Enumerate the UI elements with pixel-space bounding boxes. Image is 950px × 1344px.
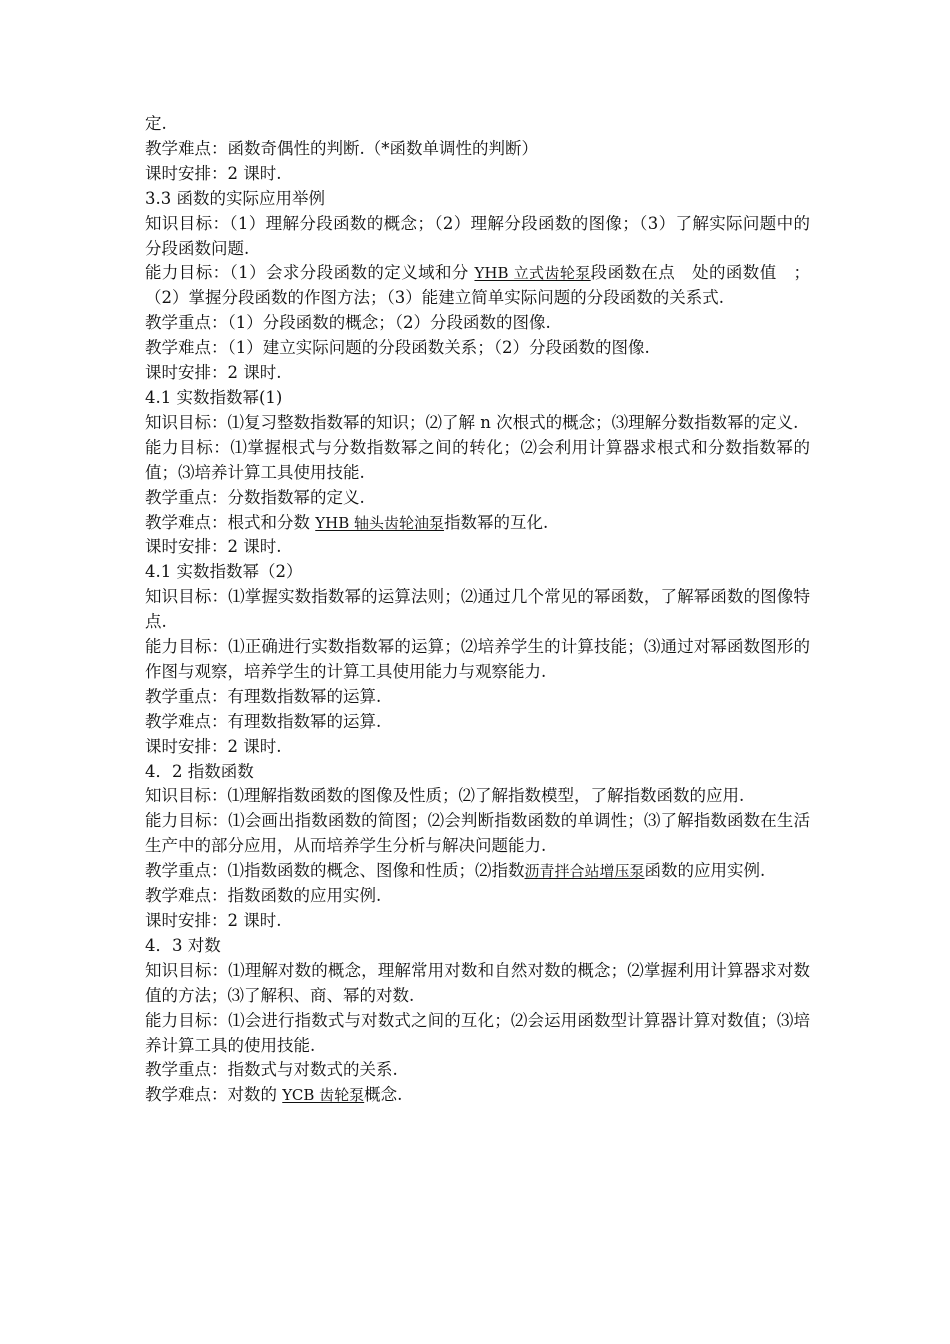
paragraph	[145, 187, 810, 212]
paragraph	[145, 1009, 810, 1059]
text-run: 能力目标：⑴会画出指数函数的简图；⑵会判断指数函数的单调性；⑶了解指数函数在生活生产中的部分应用，从而培养学生分析与解决问题能力.	[145, 811, 810, 856]
text-run: 知识目标：⑴理解指数函数的图像及性质；⑵了解指数模型，了解指数函数的应用.	[145, 786, 745, 806]
text-run: 段函数在点 处的函数值 ；（2）掌握分段函数的作图方法；（3）能建立简单实际问题的分段函数的关系式.	[145, 263, 811, 308]
paragraph	[145, 710, 810, 735]
text-run: 课时安排：2 课时.	[145, 163, 282, 183]
text-run: 知识目标：⑴复习整数指数幂的知识；⑵了解 n 次根式的概念；⑶理解分数指数幂的定义.	[145, 412, 799, 432]
text-run: 知识目标：⑴掌握实数指数幂的运算法则；⑵通过几个常见的幂函数，了解幂函数的图像特点.	[145, 587, 810, 632]
text-run: 4．3 对数	[145, 935, 221, 955]
text-run: 3.3 函数的实际应用举例	[145, 188, 325, 208]
text-run: 4．2 指数函数	[145, 761, 254, 781]
paragraph	[145, 511, 810, 536]
paragraph	[145, 635, 810, 685]
inline-link[interactable]: YHB 轴头齿轮油泵	[315, 513, 445, 532]
text-run: 概念.	[364, 1085, 403, 1105]
text-run: 4.1 实数指数幂(1)	[145, 387, 283, 407]
paragraph	[145, 909, 810, 934]
text-run: 课时安排：2 课时.	[145, 736, 282, 756]
paragraph	[145, 361, 810, 386]
text-run: 教学难点：函数奇偶性的判断.（*函数单调性的判断）	[145, 138, 538, 158]
paragraph	[145, 1058, 810, 1083]
paragraph	[145, 809, 810, 859]
inline-link[interactable]: YCB 齿轮泵	[282, 1086, 365, 1105]
paragraph	[145, 1083, 810, 1108]
text-run: 教学重点：有理数指数幂的运算.	[145, 686, 382, 706]
inline-link[interactable]: 沥青拌合站增压泵	[524, 862, 645, 881]
text-run: 教学重点：分数指数幂的定义.	[145, 487, 365, 507]
text-run: 课时安排：2 课时.	[145, 911, 282, 930]
text-run: 课时安排：2 课时.	[145, 363, 282, 383]
paragraph	[145, 137, 810, 162]
paragraph	[145, 386, 810, 411]
paragraph	[145, 261, 810, 311]
text-run: 教学难点：有理数指数幂的运算.	[145, 711, 382, 731]
paragraph	[145, 735, 810, 760]
text-run: 教学难点：对数的	[145, 1085, 283, 1105]
text-run: 教学重点：指数式与对数式的关系.	[145, 1060, 398, 1080]
text-run: 教学重点：⑴指数函数的概念、图像和性质；⑵指数	[145, 861, 525, 881]
paragraph	[145, 859, 810, 884]
text-run: 教学重点：（1）分段函数的概念；（2）分段函数的图像.	[145, 313, 551, 333]
paragraph	[145, 884, 810, 909]
paragraph	[145, 959, 810, 1009]
paragraph	[145, 436, 810, 486]
paragraph	[145, 585, 810, 635]
paragraph	[145, 411, 810, 436]
text-run: 指数幂的互化.	[444, 512, 549, 532]
text-run: 教学难点：指数函数的应用实例.	[145, 886, 382, 906]
paragraph	[145, 685, 810, 710]
paragraph	[145, 162, 810, 187]
text-run: 能力目标：（1）会求分段函数的定义域和分	[145, 263, 475, 283]
document-body	[145, 112, 810, 1108]
paragraph	[145, 535, 810, 560]
text-run: 定.	[145, 114, 167, 133]
text-run: 知识目标：（1）理解分段函数的概念；（2）理解分段函数的图像；（3）了解实际问题中的分段函数问题.	[145, 213, 810, 258]
text-run: 课时安排：2 课时.	[145, 537, 282, 557]
paragraph	[145, 760, 810, 785]
text-run: 知识目标：⑴理解对数的概念，理解常用对数和自然对数的概念；⑵掌握利用计算器求对数值的方法；⑶了解积、商、幂的对数.	[145, 960, 810, 1005]
paragraph	[145, 212, 810, 262]
text-run: 能力目标：⑴会进行指数式与对数式之间的互化；⑵会运用函数型计算器计算对数值；⑶培养计算工具的使用技能.	[145, 1010, 810, 1055]
text-run: 教学难点：（1）建立实际问题的分段函数关系；（2）分段函数的图像.	[145, 338, 650, 358]
paragraph	[145, 486, 810, 511]
text-run: 能力目标：⑴正确进行实数指数幂的运算；⑵培养学生的计算技能；⑶通过对幂函数图形的作图与观察，培养学生的计算工具使用能力与观察能力.	[145, 637, 810, 681]
paragraph	[145, 336, 810, 361]
text-run: 函数的应用实例.	[644, 861, 766, 881]
paragraph	[145, 934, 810, 959]
paragraph	[145, 784, 810, 809]
text-run: 能力目标：⑴掌握根式与分数指数幂之间的转化；⑵会利用计算器求根式和分数指数幂的值；⑶培养计算工具使用技能.	[145, 437, 810, 482]
text-run: 教学难点：根式和分数	[145, 512, 316, 532]
inline-link[interactable]: YHB 立式齿轮泵	[474, 264, 591, 283]
paragraph	[145, 112, 810, 137]
paragraph	[145, 560, 810, 585]
text-run: 4.1 实数指数幂（2）	[145, 562, 303, 582]
paragraph	[145, 311, 810, 336]
